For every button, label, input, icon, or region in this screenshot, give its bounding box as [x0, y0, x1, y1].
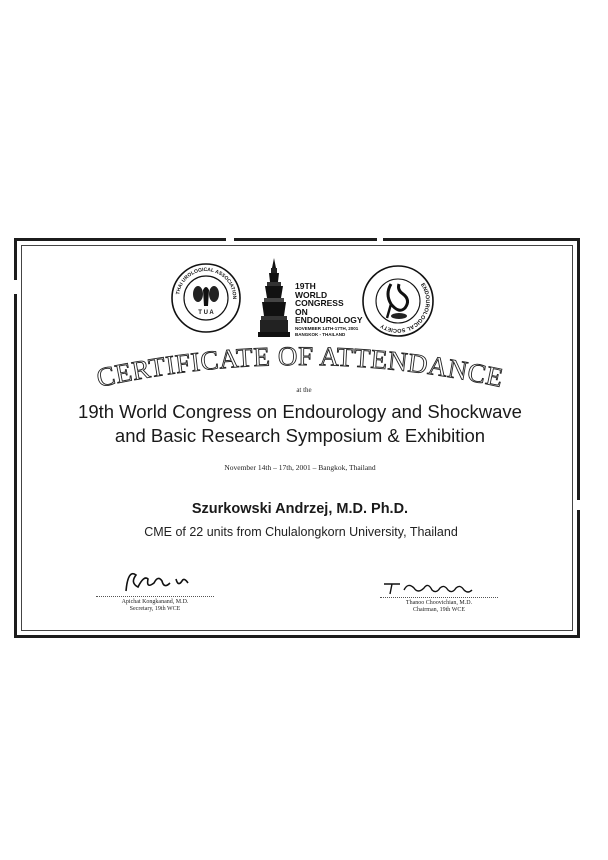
signature-line-right [380, 597, 498, 598]
logo-ring-text: THAI UROLOGICAL ASSOCIATION [175, 266, 238, 300]
recipient-name: Szurkowski Andrzej, M.D. Ph.D. [191, 501, 409, 517]
congress-name [0, 400, 600, 448]
signatory-left-role: Secretary, 19th WCE [129, 606, 181, 612]
badge-place: BANGKOK - THAILAND [295, 331, 346, 337]
signatory-left-name: Apichat Kongkanand, M.D. [121, 599, 189, 605]
certificate-title-text: CERTIFICATE OF ATTENDANCE [93, 340, 507, 393]
border-gap [226, 236, 234, 242]
congress-line-2: and Basic Research Symposium & Exhibition [114, 425, 486, 446]
badge-dates: NOVEMBER 14TH-17TH, 2001 [295, 325, 359, 331]
badge-line: ON [295, 306, 308, 317]
logo-ring-text: ENDOUROLOGICAL SOCIETY [379, 282, 431, 334]
thai-urological-association-logo [170, 262, 242, 334]
cme-credits: CME of 22 units from Chulalongkorn University, Thailand [144, 525, 458, 539]
signature-right [378, 578, 478, 598]
badge-line: 19TH [295, 281, 316, 291]
badge-line: WORLD [295, 289, 328, 300]
congress-line-1: 19th World Congress on Endourology and Shockwave [78, 401, 522, 422]
signatory-right [380, 600, 498, 614]
logo-letters: T U A [198, 310, 214, 316]
signatory-right-role: Chairman, 19th WCE [412, 607, 466, 613]
badge-line: CONGRESS [295, 298, 344, 308]
border-gap [12, 280, 18, 294]
badge-line: ENDOUROLOGY [295, 315, 363, 325]
signatory-right-name: Thanoo Choovichian, M.D. [405, 600, 473, 606]
signature-left [118, 565, 198, 595]
signatory-left [96, 599, 214, 613]
at-the-label: at the [296, 386, 312, 394]
signature-line-left [96, 596, 214, 597]
border-gap [377, 236, 383, 242]
date-location: November 14th – 17th, 2001 – Bangkok, Thailand [224, 463, 376, 472]
temple-spire-logo [258, 256, 290, 338]
endourological-society-logo [361, 264, 435, 338]
